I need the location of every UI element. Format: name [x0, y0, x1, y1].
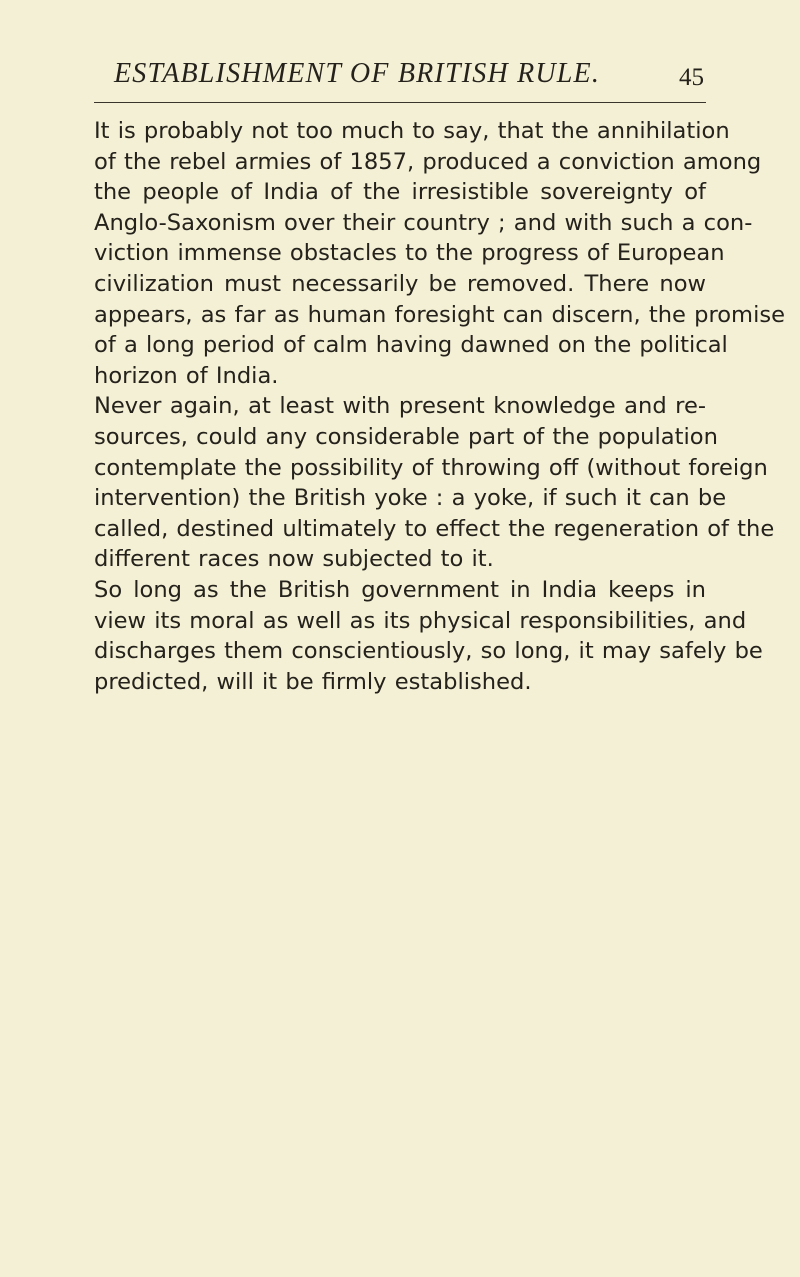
text-line: called, destined ultimately to effect the regeneration of the [94, 515, 775, 542]
running-title: ESTABLISHMENT OF BRITISH RULE. [114, 58, 601, 89]
text-line: of a long period of calm having dawned on the political [94, 332, 728, 359]
text-line: discharges them conscientiously, so long, it may safely be [94, 638, 763, 665]
text-line: Never again, at least with present knowledge and re- [94, 393, 706, 420]
body-text [94, 116, 786, 697]
text-line: appears, as far as human foresight can discern, the promise [94, 301, 786, 328]
text-line: Anglo-Saxonism over their country ; and with such a con- [94, 209, 753, 236]
header-rule [94, 102, 706, 103]
text-line: the people of India of the irresistible sovereignty of [94, 179, 706, 206]
text-line: predicted, will it be firmly established. [94, 668, 532, 695]
text-line: So long as the British government in India keeps in [94, 576, 706, 603]
text-line: different races now subjected to it. [94, 546, 494, 573]
text-line: sources, could any considerable part of the population [94, 423, 718, 450]
text-line: civilization must necessarily be removed. There now [94, 270, 706, 297]
text-line: contemplate the possibility of throwing off (without foreign [94, 454, 768, 481]
text-line: view its moral as well as its physical responsibilities, and [94, 607, 747, 634]
paragraph-1 [94, 116, 786, 391]
paragraph-3 [94, 575, 763, 697]
text-line: It is probably not too much to say, that the annihilation [94, 118, 730, 144]
text-line: of the rebel armies of 1857, produced a conviction among [94, 148, 762, 175]
text-line: horizon of India. [94, 362, 279, 389]
text-line: intervention) the British yoke : a yoke, if such it can be [94, 485, 727, 512]
page-number: 45 [679, 64, 704, 91]
running-head [98, 58, 706, 98]
paragraph-2 [94, 391, 775, 575]
text-line: viction immense obstacles to the progress of European [94, 240, 725, 267]
